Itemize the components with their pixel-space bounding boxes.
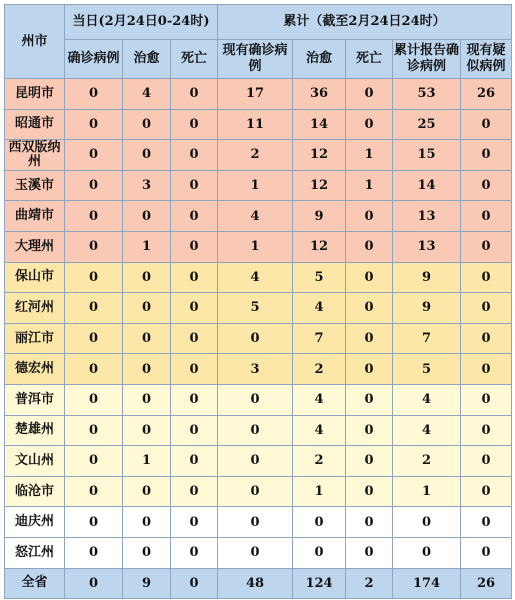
value-cell: 2 (293, 354, 346, 385)
value-cell: 14 (393, 170, 461, 201)
value-cell: 0 (461, 109, 512, 140)
value-cell: 26 (461, 79, 512, 110)
value-cell: 0 (65, 446, 123, 477)
value-cell: 0 (393, 537, 461, 568)
city-name-cell: 大理州 (5, 231, 65, 262)
city-name-cell: 保山市 (5, 262, 65, 293)
value-cell: 0 (171, 201, 218, 232)
value-cell: 0 (123, 537, 171, 568)
value-cell: 1 (393, 476, 461, 507)
value-cell: 0 (171, 476, 218, 507)
value-cell: 3 (123, 170, 171, 201)
value-cell: 5 (218, 293, 293, 324)
value-cell: 9 (393, 293, 461, 324)
city-name-cell: 德宏州 (5, 354, 65, 385)
value-cell: 12 (293, 231, 346, 262)
value-cell: 9 (393, 262, 461, 293)
value-cell: 5 (293, 262, 346, 293)
col-today-deaths: 死亡 (171, 40, 218, 79)
value-cell: 0 (123, 384, 171, 415)
city-name-cell: 楚雄州 (5, 415, 65, 446)
table-total-row (5, 568, 512, 599)
value-cell: 4 (393, 384, 461, 415)
value-cell: 12 (293, 140, 346, 171)
value-cell: 36 (293, 79, 346, 110)
value-cell: 0 (65, 415, 123, 446)
value-cell: 0 (218, 384, 293, 415)
value-cell: 0 (346, 446, 393, 477)
value-cell: 0 (171, 323, 218, 354)
value-cell: 0 (218, 537, 293, 568)
value-cell: 0 (461, 507, 512, 538)
city-name-cell: 玉溪市 (5, 170, 65, 201)
value-cell: 0 (171, 507, 218, 538)
table-row (5, 476, 512, 507)
value-cell: 0 (171, 231, 218, 262)
table-row (5, 293, 512, 324)
value-cell: 4 (123, 79, 171, 110)
value-cell: 0 (65, 323, 123, 354)
value-cell: 1 (123, 446, 171, 477)
value-cell: 0 (65, 354, 123, 385)
value-cell: 0 (65, 293, 123, 324)
value-cell: 0 (293, 537, 346, 568)
value-cell: 0 (171, 384, 218, 415)
value-cell: 124 (293, 568, 346, 599)
table-row (5, 323, 512, 354)
value-cell: 2 (218, 140, 293, 171)
value-cell: 0 (65, 568, 123, 599)
table-row (5, 170, 512, 201)
value-cell: 0 (461, 231, 512, 262)
value-cell: 0 (218, 507, 293, 538)
table-row (5, 384, 512, 415)
table-row (5, 79, 512, 110)
value-cell: 0 (65, 537, 123, 568)
city-name-cell: 全省 (5, 568, 65, 599)
value-cell: 0 (65, 262, 123, 293)
value-cell: 3 (218, 354, 293, 385)
value-cell: 48 (218, 568, 293, 599)
value-cell: 4 (293, 384, 346, 415)
value-cell: 0 (171, 109, 218, 140)
value-cell: 0 (461, 293, 512, 324)
value-cell: 0 (123, 415, 171, 446)
value-cell: 0 (65, 201, 123, 232)
value-cell: 11 (218, 109, 293, 140)
value-cell: 0 (65, 140, 123, 171)
value-cell: 9 (293, 201, 346, 232)
value-cell: 0 (461, 323, 512, 354)
value-cell: 25 (393, 109, 461, 140)
value-cell: 0 (346, 109, 393, 140)
value-cell: 13 (393, 201, 461, 232)
value-cell: 9 (123, 568, 171, 599)
value-cell: 0 (123, 354, 171, 385)
value-cell: 13 (393, 231, 461, 262)
value-cell: 1 (218, 170, 293, 201)
value-cell: 2 (393, 446, 461, 477)
value-cell: 0 (123, 262, 171, 293)
value-cell: 0 (346, 323, 393, 354)
value-cell: 0 (346, 262, 393, 293)
value-cell: 4 (218, 262, 293, 293)
value-cell: 0 (346, 354, 393, 385)
value-cell: 0 (218, 476, 293, 507)
table-row (5, 415, 512, 446)
value-cell: 0 (346, 79, 393, 110)
value-cell: 0 (461, 476, 512, 507)
value-cell: 0 (393, 507, 461, 538)
value-cell: 4 (293, 415, 346, 446)
value-cell: 0 (171, 293, 218, 324)
value-cell: 1 (346, 170, 393, 201)
value-cell: 0 (123, 507, 171, 538)
value-cell: 0 (218, 446, 293, 477)
value-cell: 0 (461, 354, 512, 385)
value-cell: 0 (171, 415, 218, 446)
value-cell: 0 (346, 231, 393, 262)
value-cell: 0 (65, 507, 123, 538)
value-cell: 1 (218, 231, 293, 262)
value-cell: 0 (461, 140, 512, 171)
value-cell: 0 (346, 537, 393, 568)
col-current-suspected: 现有疑似病例 (461, 40, 512, 79)
col-today-cured: 治愈 (123, 40, 171, 79)
value-cell: 0 (171, 170, 218, 201)
value-cell: 2 (293, 446, 346, 477)
value-cell: 53 (393, 79, 461, 110)
value-cell: 0 (123, 476, 171, 507)
value-cell: 0 (171, 568, 218, 599)
value-cell: 14 (293, 109, 346, 140)
value-cell: 0 (346, 293, 393, 324)
table-row (5, 262, 512, 293)
table-row (5, 140, 512, 171)
value-cell: 0 (123, 140, 171, 171)
value-cell: 5 (393, 354, 461, 385)
value-cell: 0 (65, 231, 123, 262)
city-name-cell: 曲靖市 (5, 201, 65, 232)
value-cell: 0 (171, 446, 218, 477)
value-cell: 0 (65, 384, 123, 415)
value-cell: 0 (123, 201, 171, 232)
table-row (5, 231, 512, 262)
value-cell: 0 (461, 201, 512, 232)
value-cell: 0 (346, 384, 393, 415)
value-cell: 0 (123, 109, 171, 140)
value-cell: 1 (123, 231, 171, 262)
region-header: 州市 (5, 5, 65, 79)
table-row (5, 109, 512, 140)
value-cell: 0 (461, 262, 512, 293)
epidemic-stats-table (4, 4, 512, 599)
value-cell: 0 (461, 415, 512, 446)
table-row (5, 507, 512, 538)
city-name-cell: 文山州 (5, 446, 65, 477)
value-cell: 0 (346, 415, 393, 446)
table-row (5, 201, 512, 232)
table-row (5, 354, 512, 385)
col-today-confirmed: 确诊病例 (65, 40, 123, 79)
value-cell: 0 (346, 201, 393, 232)
value-cell: 0 (171, 537, 218, 568)
value-cell: 0 (218, 323, 293, 354)
value-cell: 0 (123, 323, 171, 354)
value-cell: 0 (171, 262, 218, 293)
value-cell: 4 (393, 415, 461, 446)
city-name-cell: 昆明市 (5, 79, 65, 110)
col-cum-cured: 治愈 (293, 40, 346, 79)
city-name-cell: 临沧市 (5, 476, 65, 507)
value-cell: 0 (461, 537, 512, 568)
value-cell: 0 (461, 384, 512, 415)
value-cell: 0 (461, 170, 512, 201)
value-cell: 0 (171, 79, 218, 110)
value-cell: 17 (218, 79, 293, 110)
value-cell: 0 (461, 446, 512, 477)
value-cell: 0 (65, 476, 123, 507)
value-cell: 12 (293, 170, 346, 201)
value-cell: 0 (65, 170, 123, 201)
city-name-cell: 丽江市 (5, 323, 65, 354)
col-cum-deaths: 死亡 (346, 40, 393, 79)
city-name-cell: 迪庆州 (5, 507, 65, 538)
table-body (5, 79, 512, 599)
value-cell: 26 (461, 568, 512, 599)
city-name-cell: 普洱市 (5, 384, 65, 415)
value-cell: 0 (171, 140, 218, 171)
col-cum-reported: 累计报告确诊病例 (393, 40, 461, 79)
value-cell: 0 (123, 293, 171, 324)
value-cell: 15 (393, 140, 461, 171)
value-cell: 7 (393, 323, 461, 354)
value-cell: 0 (65, 79, 123, 110)
value-cell: 0 (171, 354, 218, 385)
today-group-header: 当日(2月24日0-24时) (65, 5, 218, 40)
table-row (5, 537, 512, 568)
city-name-cell: 红河州 (5, 293, 65, 324)
table-row (5, 446, 512, 477)
value-cell: 0 (218, 415, 293, 446)
table-header (5, 5, 512, 79)
stats-table-container (4, 4, 511, 596)
value-cell: 0 (293, 507, 346, 538)
cumulative-group-header: 累计（截至2月24日24时） (218, 5, 512, 40)
col-current-confirmed: 现有确诊病例 (218, 40, 293, 79)
value-cell: 0 (346, 476, 393, 507)
city-name-cell: 昭通市 (5, 109, 65, 140)
value-cell: 7 (293, 323, 346, 354)
value-cell: 4 (218, 201, 293, 232)
value-cell: 0 (65, 109, 123, 140)
value-cell: 1 (346, 140, 393, 171)
value-cell: 2 (346, 568, 393, 599)
value-cell: 0 (346, 507, 393, 538)
city-name-cell: 怒江州 (5, 537, 65, 568)
value-cell: 1 (293, 476, 346, 507)
value-cell: 4 (293, 293, 346, 324)
value-cell: 174 (393, 568, 461, 599)
city-name-cell: 西双版纳州 (5, 140, 65, 171)
